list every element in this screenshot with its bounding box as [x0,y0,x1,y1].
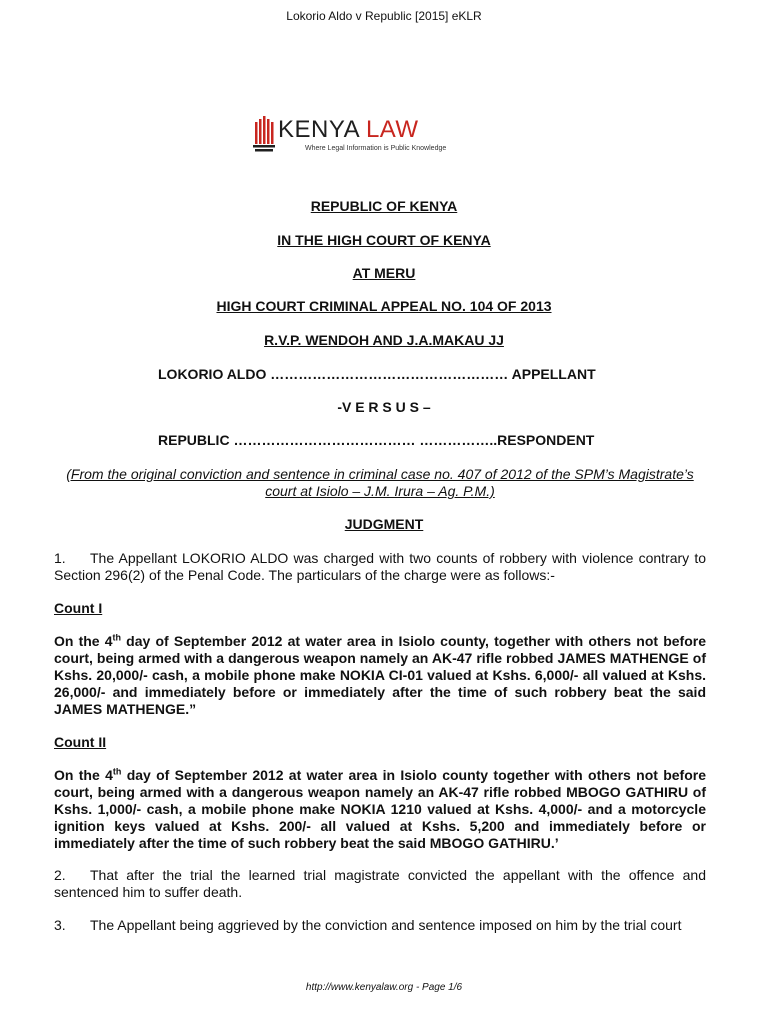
logo-wordmark [278,116,419,144]
judges-heading: R.V.P. WENDOH AND J.A.MAKAU JJ [264,332,504,348]
count-1-text: day of September 2012 at water area in Isiolo county, together with others not before court, being armed with a dangerous weapon namely an AK-47 rifle robbed JAMES MATHENGE of Kshs. 20,000/- cash, a mobile phone make NOKIA CI-01 valued at Kshs. 6,000/- all valued at Kshs. 26,000/- and immediately before or immediately after the time of such robbery beat the said JAMES MATHENGE.” [54,633,706,717]
page-footer: http://www.kenyalaw.org - Page 1/6 [305,982,463,993]
respondent-line: REPUBLIC ………………………………… ……………..RESPONDENT [158,432,595,448]
logo-kenya: KENYA [278,116,359,143]
logo-tagline: Where Legal Information is Public Knowledge [305,145,447,152]
count-1-lead: On the 4 [54,633,113,649]
kenya-law-logo [252,114,468,158]
paragraph-1 [54,550,706,584]
ordinal-suffix: th [112,632,122,643]
location-heading: AT MERU [352,265,416,281]
court-heading: IN THE HIGH COURT OF KENYA [277,232,491,248]
appellant-line: LOKORIO ALDO …………………………………………… APPELLANT [158,366,596,382]
paragraph-text: That after the trial the learned trial magistrate convicted the appellant with the offence and sentenced him to suffer death. [54,867,706,900]
count-2-text: day of September 2012 at water area in Isiolo county together with others not before court, being armed with a dangerous weapon namely an AK-47 rifle robbed MBOGO GATHIRU of Kshs. 1,000/- cash, a mobile phone make NOKIA 1210 valued at Kshs. 4,000/- and a motorcycle ignition keys valued at Kshs. 200/- all valued at Kshs. 5,200 and immediately before or immediately after the time of such robbery beat the said MBOGO GATHIRU.’ [54,767,707,851]
paragraph-text: The Appellant being aggrieved by the conviction and sentence imposed on him by the trial court [90,917,682,933]
versus-line: -V E R S U S – [337,399,431,415]
appeal-heading: HIGH COURT CRIMINAL APPEAL NO. 104 OF 2013 [216,298,552,314]
paragraph-number: 2. [54,867,66,883]
paragraph-2 [54,867,706,901]
paragraph-number: 3. [54,917,66,933]
paragraph-text: The Appellant LOKORIO ALDO was charged with two counts of robbery with violence contrary to Section 296(2) of the Penal Code. The particulars of the charge were as follows:- [54,550,706,583]
count-1-heading: Count I [54,600,103,616]
page-header: Lokorio Aldo v Republic [2015] eKLR [286,9,482,23]
paragraph-3 [54,917,706,934]
judgment-heading: JUDGMENT [344,516,424,532]
origin-note: (From the original conviction and sentence in criminal case no. 407 of 2012 of the SPM’s Magistrate’s court at Isiolo – J.M. Irura – Ag. P.M.) [66,466,694,499]
pillars-icon [252,116,276,154]
count-2-heading: Count II [54,734,107,750]
paragraph-number: 1. [54,550,66,566]
count-1-particulars [54,633,706,718]
republic-heading: REPUBLIC OF KENYA [310,198,458,214]
count-2-particulars [54,767,706,852]
count-2-lead: On the 4 [54,767,113,783]
ordinal-suffix: th [112,766,122,777]
logo-law: LAW [365,116,419,143]
